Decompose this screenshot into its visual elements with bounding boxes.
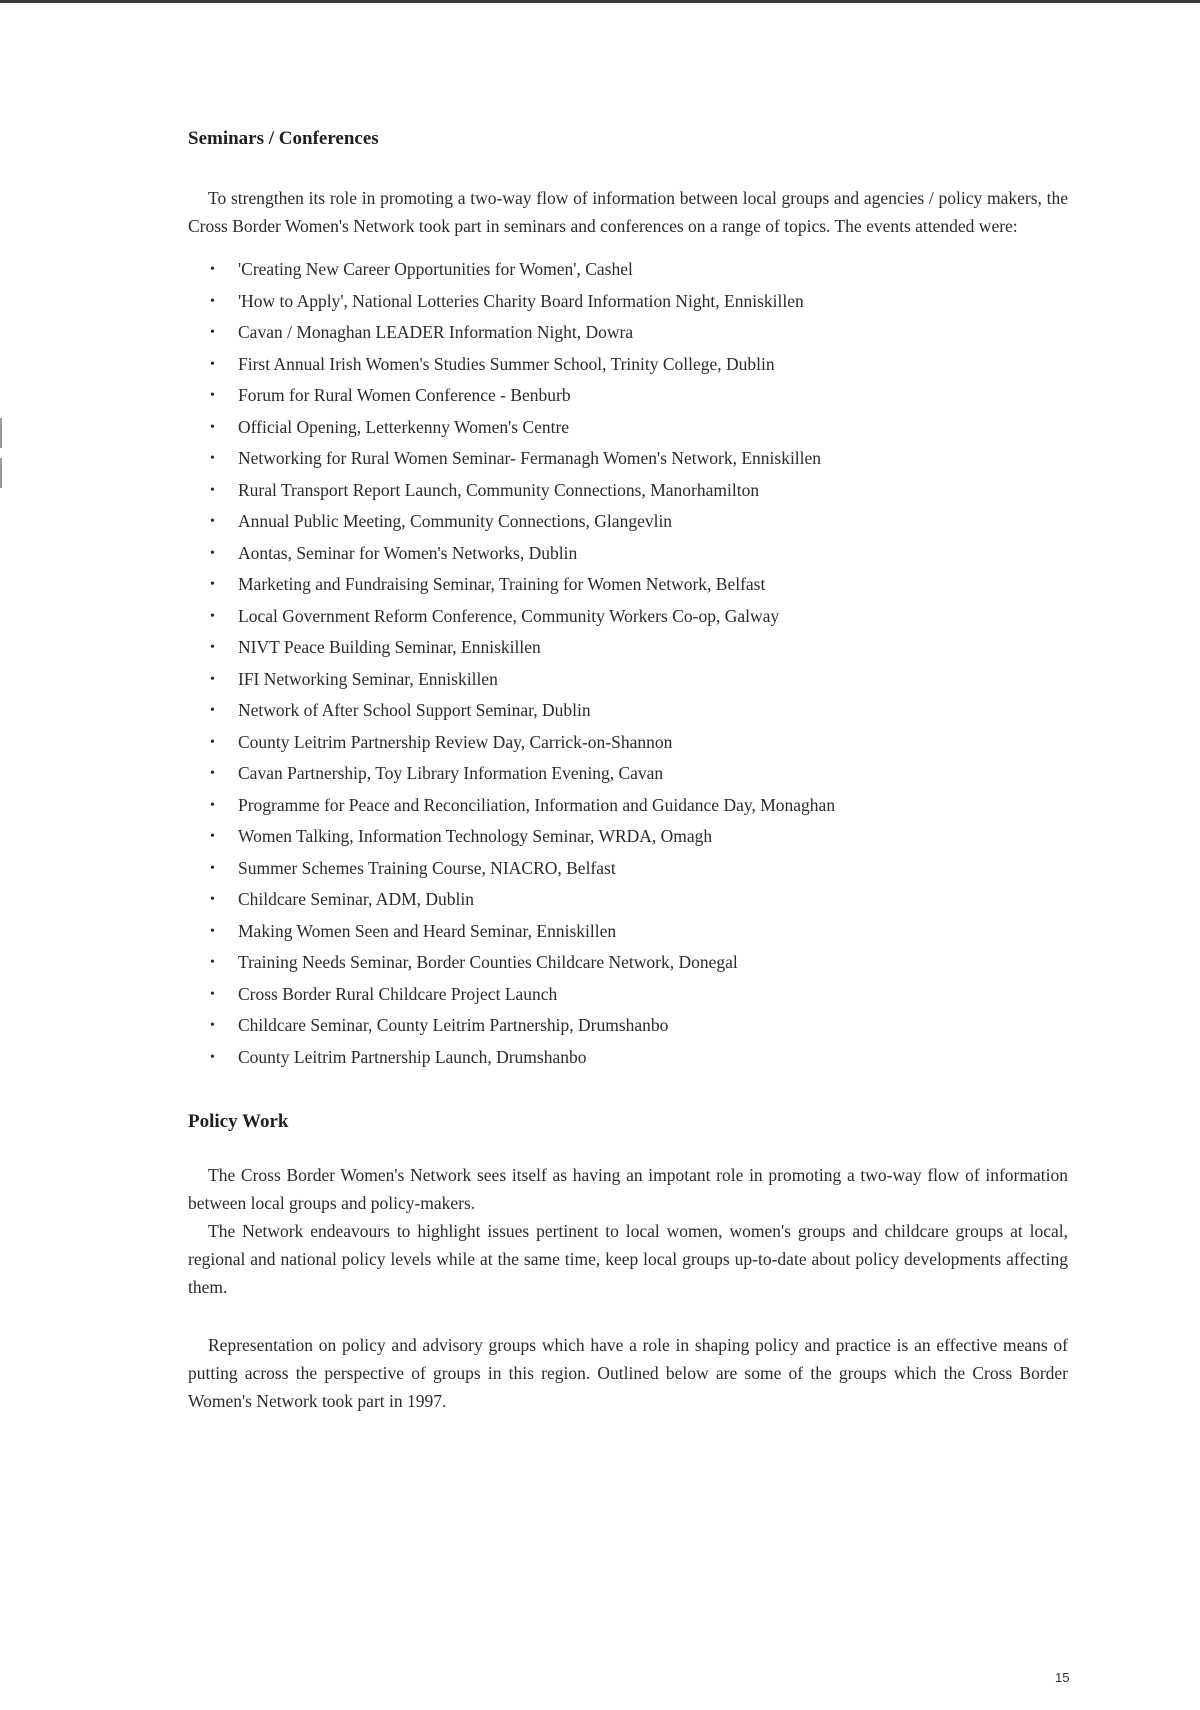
event-text: Training Needs Seminar, Border Counties Childcare Network, Donegal (238, 952, 738, 972)
event-text: Local Government Reform Conference, Community Workers Co-op, Galway (238, 605, 780, 626)
event-list-item (210, 821, 1068, 853)
event-list-item (210, 884, 1068, 916)
bullet-icon: • (210, 262, 215, 277)
policy-paragraph-3: Representation on policy and advisory groups which have a role in shaping policy and practice is an effective means of putting across the perspective of groups in this region. Outlined below are some of the groups which the Cross Border Women's Network took part in 1997. (188, 1335, 1068, 1411)
event-text: County Leitrim Partnership Launch, Drumshanbo (238, 1046, 587, 1067)
event-text: County Leitrim Partnership Review Day, Carrick-on-Shannon (238, 731, 673, 752)
event-text: 'How to Apply', National Lotteries Charity Board Information Night, Enniskillen (238, 290, 804, 311)
bullet-icon: • (210, 860, 215, 876)
seminars-intro: To strengthen its role in promoting a two-way flow of information between local groups and agencies / policy makers, the Cross Border Women's Network took part in seminars and conferences on a range of topics. The events attended were: (188, 188, 1068, 236)
bullet-icon: • (210, 356, 215, 372)
event-text: Making Women Seen and Heard Seminar, Enniskillen (238, 920, 617, 941)
event-text: Cross Border Rural Childcare Project Launch (238, 983, 558, 1004)
scan-top-edge (0, 0, 1200, 3)
page-number: 15 (1055, 1670, 1070, 1685)
bullet-icon: • (210, 797, 215, 813)
event-text: Summer Schemes Training Course, NIACRO, Belfast (238, 857, 616, 878)
bullet-icon: • (210, 482, 215, 498)
event-list-item (210, 569, 1068, 601)
bullet-icon: • (210, 766, 215, 781)
bullet-icon: • (210, 1049, 215, 1065)
event-text: 'Creating New Career Opportunities for Women', Cashel (238, 259, 633, 279)
bullet-icon: • (210, 325, 215, 340)
document-page (188, 128, 1068, 1415)
event-list-item (210, 853, 1068, 885)
bullet-icon: • (210, 734, 215, 750)
event-list-item (210, 1042, 1068, 1074)
event-list-item (210, 286, 1068, 318)
event-text: Aontas, Seminar for Women's Networks, Dublin (238, 542, 578, 563)
scan-margin-mark (0, 418, 2, 448)
event-text: Cavan / Monaghan LEADER Information Night, Dowra (238, 322, 634, 342)
event-list-item (210, 758, 1068, 790)
events-list (210, 254, 1068, 1073)
event-list-item (210, 664, 1068, 696)
bullet-icon: • (210, 545, 215, 561)
event-list-item (210, 979, 1068, 1011)
event-list-item (210, 632, 1068, 664)
bullet-icon: • (210, 608, 215, 624)
event-text: Network of After School Support Seminar, Dublin (238, 700, 591, 720)
event-text: Cavan Partnership, Toy Library Information Evening, Cavan (238, 763, 664, 783)
policy-heading: Policy Work (188, 1111, 289, 1132)
event-text: Childcare Seminar, County Leitrim Partnership, Drumshanbo (238, 1015, 669, 1035)
bullet-icon: • (210, 514, 215, 529)
seminars-section (188, 128, 1068, 1073)
bullet-icon: • (210, 1018, 215, 1033)
bullet-icon: • (210, 703, 215, 718)
event-list-item (210, 506, 1068, 538)
bullet-icon: • (210, 892, 215, 907)
event-list-item (210, 254, 1068, 286)
event-list-item (210, 380, 1068, 412)
event-text: Annual Public Meeting, Community Connections, Glangevlin (238, 511, 673, 531)
event-text: Rural Transport Report Launch, Community Connections, Manorhamilton (238, 479, 760, 500)
bullet-icon: • (210, 986, 215, 1002)
event-text: Official Opening, Letterkenny Women's Centre (238, 416, 570, 437)
event-list-item (210, 1010, 1068, 1042)
event-list-item (210, 349, 1068, 381)
event-list-item (210, 475, 1068, 507)
bullet-icon: • (210, 955, 215, 970)
event-list-item (210, 727, 1068, 759)
bullet-icon: • (210, 640, 215, 655)
event-text: Forum for Rural Women Conference - Benburb (238, 385, 571, 405)
event-list-item (210, 538, 1068, 570)
event-text: Marketing and Fundraising Seminar, Training for Women Network, Belfast (238, 574, 766, 594)
scan-margin-mark (0, 458, 2, 488)
event-list-item (210, 790, 1068, 822)
event-list-item (210, 443, 1068, 475)
event-text: IFI Networking Seminar, Enniskillen (238, 668, 498, 689)
event-text: NIVT Peace Building Seminar, Enniskillen (238, 637, 541, 657)
event-list-item (210, 695, 1068, 727)
seminars-heading: Seminars / Conferences (188, 128, 379, 149)
policy-paragraph-2: The Network endeavours to highlight issues pertinent to local women, women's groups and childcare groups at local, regional and national policy levels while at the same time, keep local groups up-to-date about policy developments affecting them. (188, 1221, 1068, 1297)
event-list-item (210, 601, 1068, 633)
event-text: Networking for Rural Women Seminar- Fermanagh Women's Network, Enniskillen (238, 448, 822, 468)
event-list-item (210, 947, 1068, 979)
bullet-icon: • (210, 829, 215, 844)
event-text: First Annual Irish Women's Studies Summer School, Trinity College, Dublin (238, 353, 775, 374)
event-list-item (210, 412, 1068, 444)
event-text: Programme for Peace and Reconciliation, Information and Guidance Day, Monaghan (238, 794, 836, 815)
event-list-item (210, 916, 1068, 948)
bullet-icon: • (210, 923, 215, 939)
event-list-item (210, 317, 1068, 349)
bullet-icon: • (210, 293, 215, 309)
event-text: Childcare Seminar, ADM, Dublin (238, 889, 475, 909)
bullet-icon: • (210, 451, 215, 466)
bullet-icon: • (210, 671, 215, 687)
policy-paragraph-1: The Cross Border Women's Network sees itself as having an impotant role in promoting a two-way flow of information between local groups and policy-makers. (188, 1165, 1068, 1213)
bullet-icon: • (210, 388, 215, 403)
event-text: Women Talking, Information Technology Seminar, WRDA, Omagh (238, 826, 713, 846)
bullet-icon: • (210, 577, 215, 592)
bullet-icon: • (210, 419, 215, 435)
policy-section (188, 1111, 1068, 1415)
